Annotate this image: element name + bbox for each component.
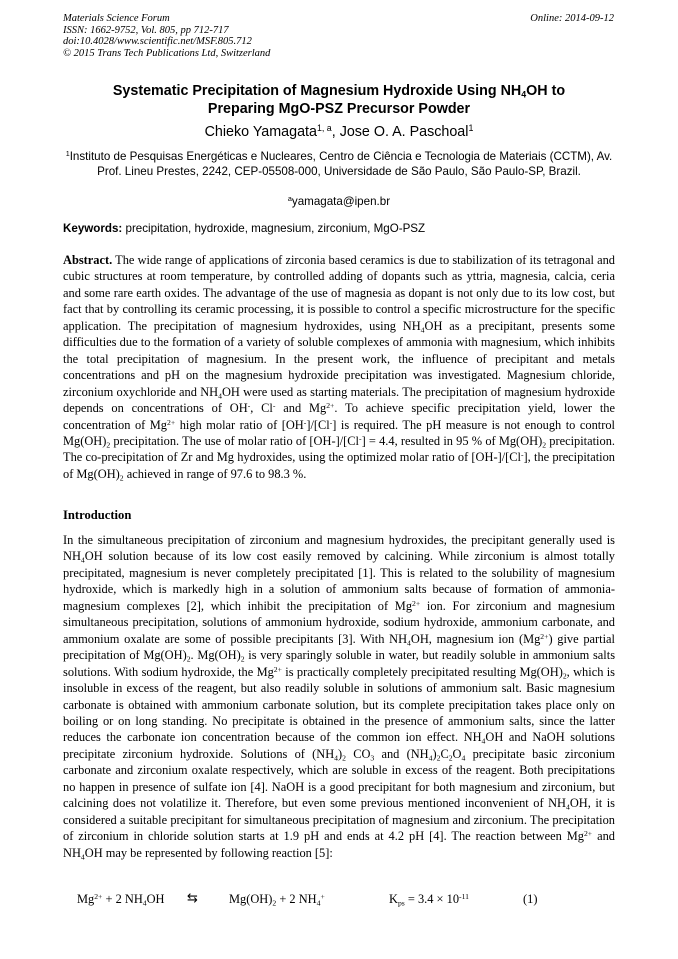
author-affiliation: $^1$Instituto de Pesquisas Energéticas e Nucleares, Centro de Ciência e Tecnologia de Materiais (CCTM), Av. Prof. Lineu Prestes, 2242, CEP-05508-000, Universidade de São Paulo, São Paulo-SP, Brazil.	[65, 149, 613, 178]
equilibrium-arrow-icon: ⇆	[187, 891, 198, 906]
introduction-paragraph: In the simultaneous precipitation of zirconium and magnesium hydroxides, the precipitant generally used is $NH_4OH$ solution because of its low cost easily removed by calcining. While zirconium is almost totally precipitated, magnesium is never completely precipitated [1]. This is related to the solubility of magnesium hydroxide, which is markedly high in a solution of ammonium salts because of formation of ammonia-magnesium complexes [2], which inhibit the precipitation of $Mg^{2+}$ ion. For zirconium and magnesium simultaneous precipitation, solutions of ammonium hydroxide, sodium hydroxide, ammonium carbonate, and ammonium oxalate are some of possible precipitants [3]. With $NH_4OH$, magnesium ion $(Mg^{2+})$ give partial precipitation of $Mg(OH)_2$. $Mg(OH)_2$ is very sparingly soluble in water, but readily soluble in ammonium salts solutions. With sodium hydroxide, the $Mg^{2+}$ is practically completely precipitated resulting $Mg(OH)_2$, which is insoluble in excess of the reagent, but also readily soluble in solutions of ammonium salt. Basic magnesium carbonate is obtained with ammonium carbonate solution, but its complete precipitation takes place only on boiling or on long standing. No precipitate is obtained in the presence of ammonium salts, since the latter reduces the carbonate ion concentration because of the common ion effect. $NH_4OH$ and NaOH solutions precipitate zirconium hydroxide. Solutions of $(NH_4)_2$ $CO_3$ and $(NH_4)_2C_2O_4$ precipitate basic zirconium carbonate and zirconium oxalate respectively, which are soluble in excess of the reagent. Both precipitations no happen in presence of sulfate ion [4]. NaOH is a good precipitant for both magnesium and zirconium, but calcining does not volatilize it. Therefore, but even some previous mentioned inconvenient of $NH_4OH$, it is considered a suitable precipitant for simultaneous precipitation of magnesium and zirconium. The precipitation of zirconium in chloride solution starts at 1.9 pH and ends at 4.2 pH [4]. The reaction between $Mg^{2+}$ and $NH_4OH$ may be represented by following reaction [5]:	[63, 533, 616, 861]
author-name: Jose O. A. Paschoal	[339, 124, 469, 140]
journal-copyright: © 2015 Trans Tech Publications Ltd, Switzerland	[63, 47, 271, 59]
equation-lhs: $Mg^{2+} + 2$ $NH_4OH$	[77, 891, 165, 908]
journal-issn: ISSN: 1662-9752, Vol. 805, pp 712-717	[63, 24, 229, 36]
abstract-paragraph: Abstract. The wide range of applications of zirconia based ceramics is due to stabilization of its tetragonal and cubic structures at room temperature, by controlled adding of dopants such as yttria, magnesia, calcia, ceria and some rare earth oxides. The advantage of the use of magnesia as dopant is not only due to its low cost, but fact that by controlling its ceramic processing, it is possible to control a specific microstructure for the specific application. The precipitation of magnesium hydroxides, using $NH_4OH$ as a precipitant, presents some difficulties due to the formation of a variety of soluble complexes of ammonia with magnesium, which inhibits the total precipitation of magnesium. In the present work, the influence of precipitant and metals concentrations and pH on the magnesium hydroxide precipitation was investigated. Magnesium chloride, zirconium oxychloride and $NH_4OH$ were used as starting materials. The precipitation of magnesium hydroxide depends on concentrations of OH-, Cl- and $Mg^{2+}$. To achieve specific precipitation yield, lower the concentration of $Mg^{2+}$ high molar ratio of [OH-]/[Cl-] is required. The pH measure is not enough to control $Mg(OH)_2$ precipitation. The use of molar ratio of [OH-]/[Cl-] = 4.4, resulted in 95 % of $Mg(OH)_2$ precipitation. The co-precipitation of Zr and Mg hydroxides, using the optimized molar ratio of [OH-]/[Cl-], the precipitation of $Mg(OH)_2$ achieved in range of 97.6 to 98.3 %.	[63, 253, 616, 483]
author-name: Chieko Yamagata	[204, 124, 317, 140]
journal-name: Materials Science Forum	[63, 13, 170, 24]
equation-rhs: $Mg(OH)_2 + 2$ $NH_4^+$	[229, 891, 325, 908]
paper-authors: Chieko Yamagata$^{1, a}$, Jose O. A. Paschoal$^1$	[204, 123, 474, 140]
journal-doi: doi:10.4028/www.scientific.net/MSF.805.712	[63, 36, 252, 48]
abstract-label: Abstract.	[63, 253, 113, 267]
journal-header	[63, 13, 270, 59]
author-email: $^a$yamagata@ipen.br	[287, 194, 391, 208]
keywords-label: Keywords:	[63, 222, 123, 235]
online-date: Online: 2014-09-12	[530, 13, 614, 24]
section-heading-introduction: Introduction	[63, 508, 132, 522]
keywords: Keywords: precipitation, hydroxide, magnesium, zirconium, MgO-PSZ	[63, 222, 426, 235]
reaction-equation	[63, 891, 615, 907]
equation-number: (1)	[523, 892, 538, 906]
paper-title: Systematic Precipitation of Magnesium Hydroxide Using $NH_4OH$ to Preparing MgO-PSZ Precursor Powder	[112, 83, 566, 117]
email-link[interactable]: yamagata@ipen.br	[291, 195, 391, 208]
equation-kps: $K_{ps} = 3.4 \times 10^{-11}$	[389, 891, 469, 908]
